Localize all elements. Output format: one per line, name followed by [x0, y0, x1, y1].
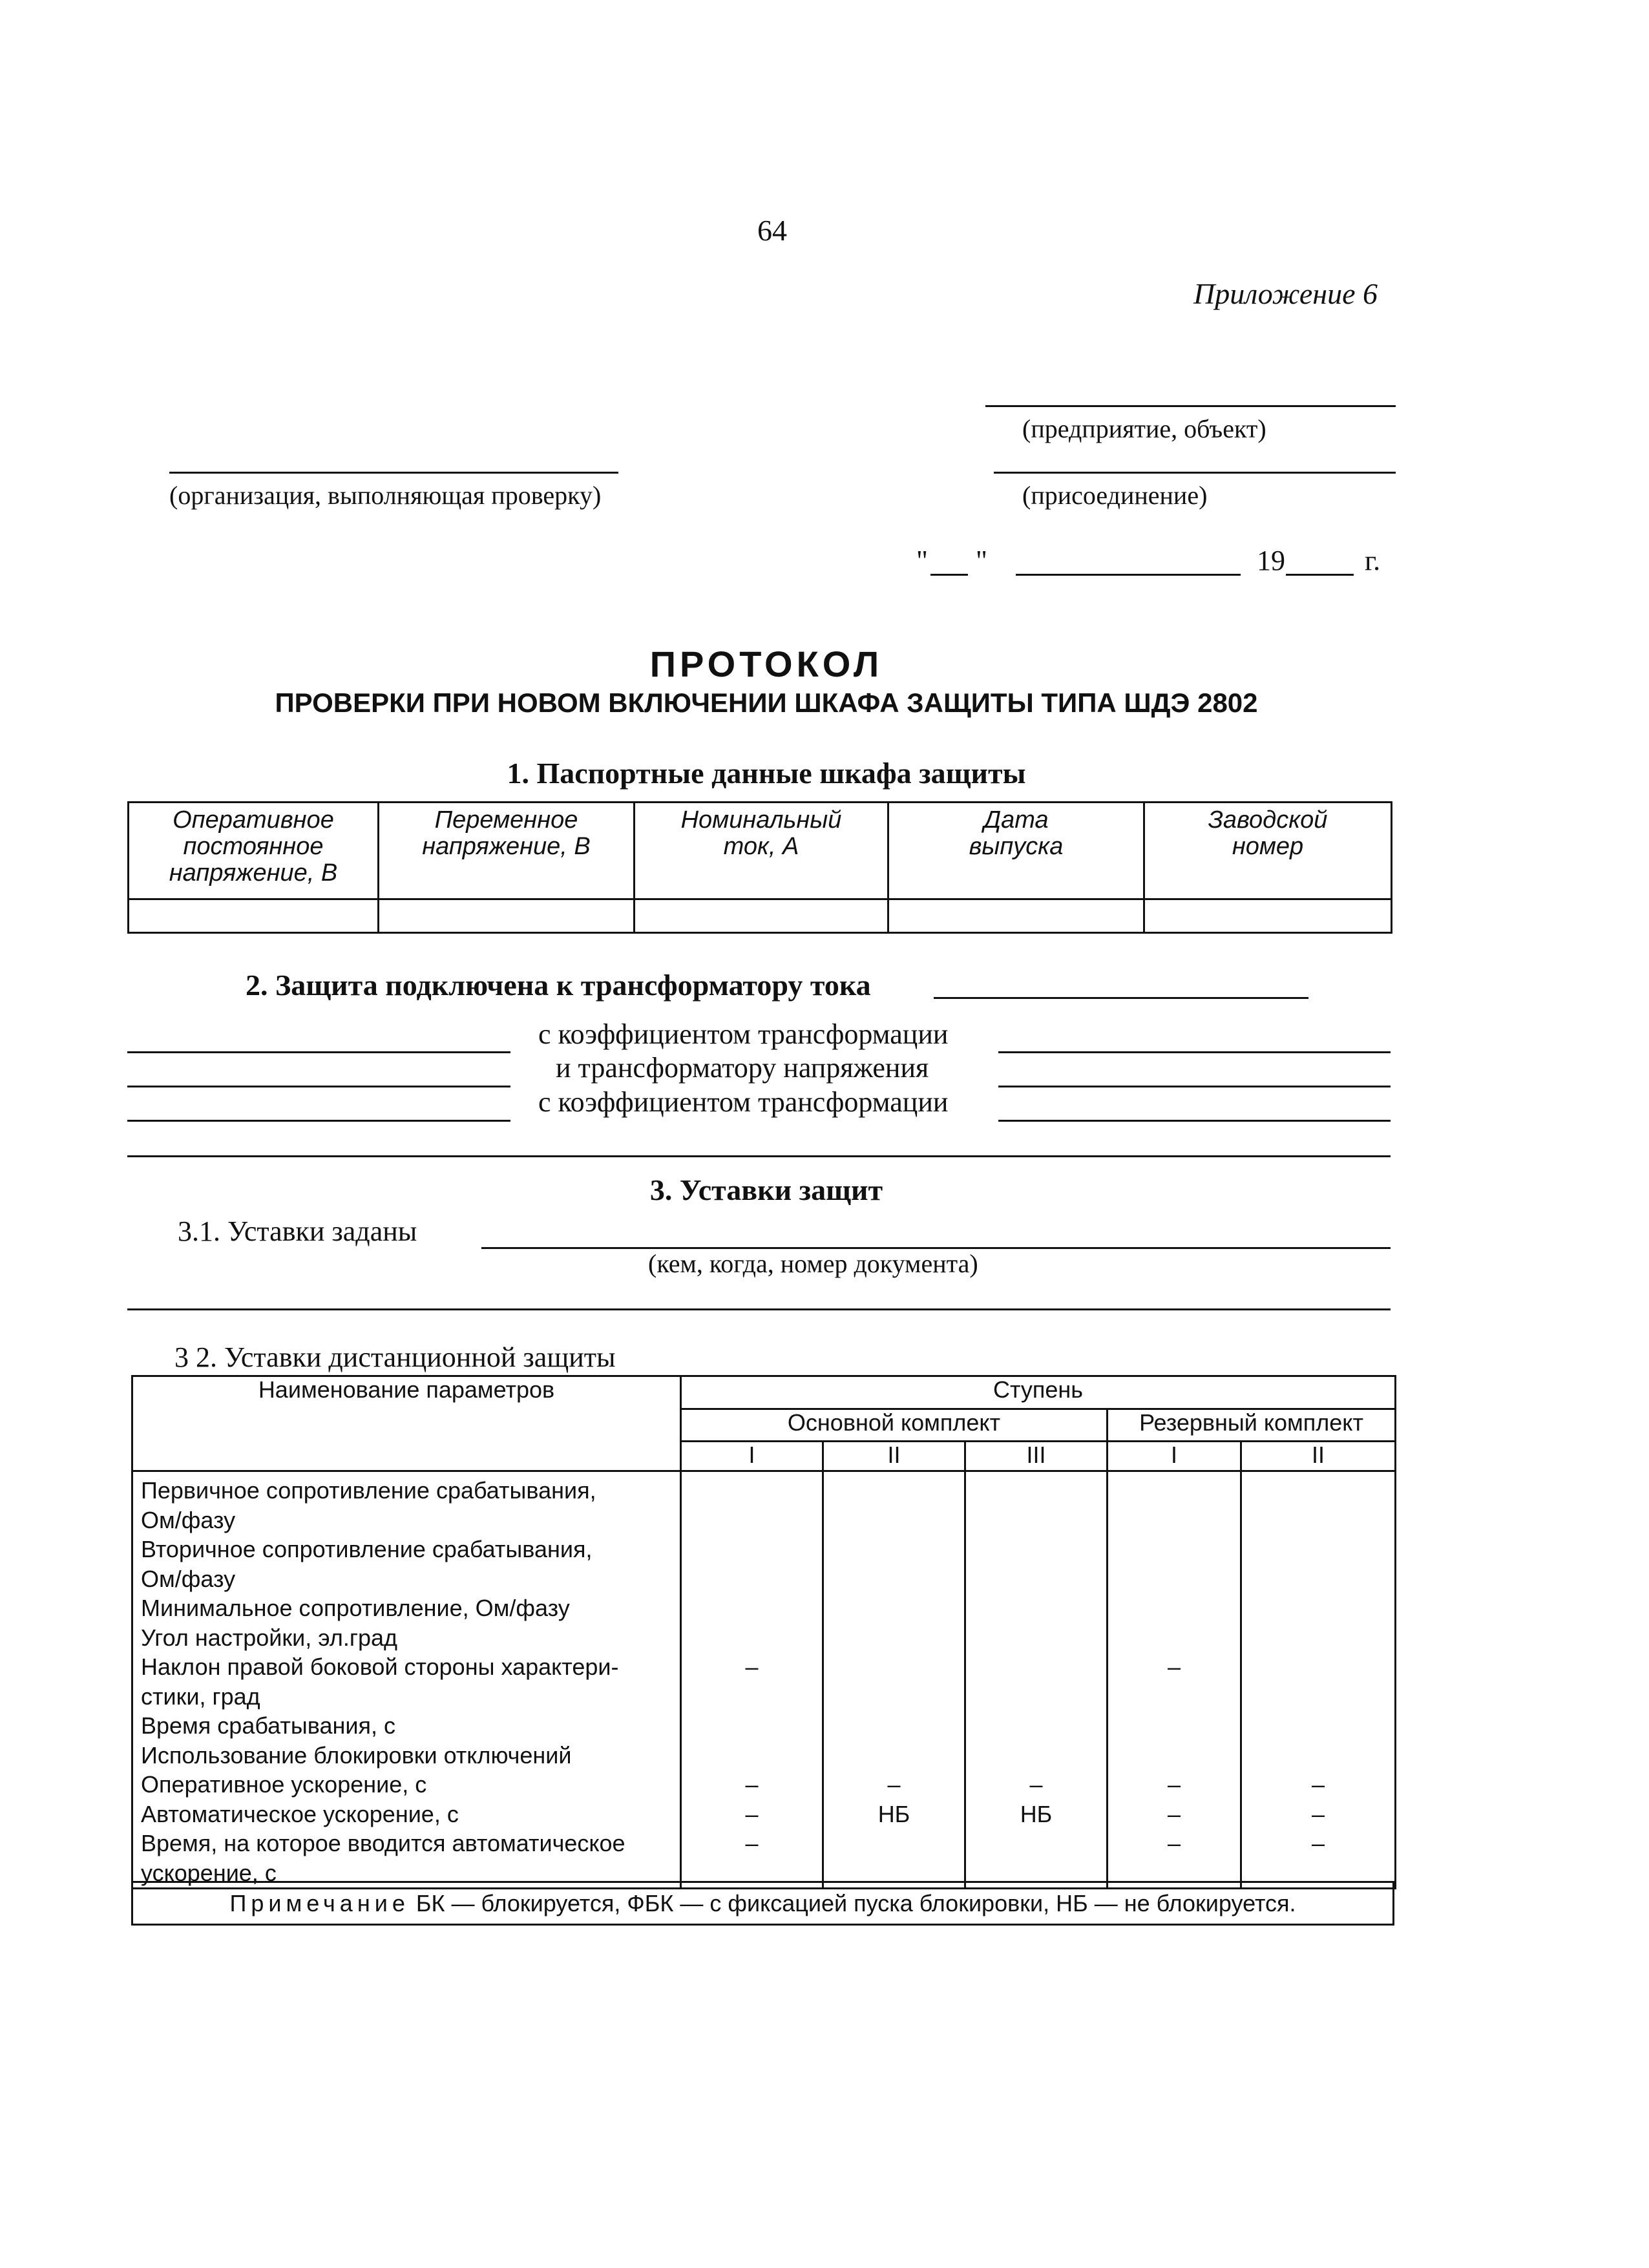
- value-cell[interactable]: [824, 1476, 964, 1506]
- header-main-stage-2: II: [823, 1442, 965, 1471]
- passport-col-release-date-line1: Дата: [983, 806, 1049, 834]
- passport-col-rated-current: [635, 803, 888, 899]
- value-cell[interactable]: [824, 1711, 964, 1741]
- value-cell[interactable]: [824, 1652, 964, 1682]
- header-param-name: Наименование параметров: [132, 1376, 681, 1471]
- value-cell[interactable]: [1108, 1476, 1240, 1506]
- value-cell[interactable]: [966, 1652, 1106, 1682]
- passport-col-dc-voltage-line2: постоянное: [183, 833, 324, 860]
- passport-col-rated-current-line1: Номинальный: [680, 806, 842, 834]
- value-cell[interactable]: [1108, 1623, 1240, 1653]
- note-text: БК — блокируется, ФБК — с фиксацией пуска блокировки, НБ — не блокируется.: [415, 1889, 1296, 1916]
- section3-heading: 3. Уставки защит: [649, 1173, 883, 1206]
- value-cell[interactable]: [824, 1593, 964, 1623]
- vt-ratio-right-line[interactable]: [998, 1120, 1391, 1122]
- passport-col-rated-current-line2: ток, А: [723, 833, 799, 860]
- connection-line[interactable]: [994, 472, 1396, 474]
- enterprise-caption: (предприятие, объект): [1022, 414, 1266, 443]
- param-min-resistance: Минимальное сопротивление, Ом/фазу: [141, 1595, 570, 1621]
- passport-col-dc-voltage-line3: напряжение, В: [169, 859, 338, 887]
- enterprise-line[interactable]: [985, 405, 1396, 407]
- vt-left-line[interactable]: [127, 1086, 510, 1087]
- date-year-line[interactable]: [1286, 574, 1354, 576]
- value-cell[interactable]: [1242, 1535, 1394, 1564]
- passport-value-release-date[interactable]: [888, 899, 1144, 933]
- value-cell[interactable]: –: [1311, 1771, 1325, 1798]
- value-cell[interactable]: –: [1029, 1771, 1043, 1798]
- value-cell[interactable]: [1108, 1711, 1240, 1741]
- header-main-stage-1: I: [681, 1442, 823, 1471]
- passport-table: [127, 801, 1392, 934]
- passport-col-ac-voltage-line1: Переменное: [434, 806, 578, 834]
- appendix-label: Приложение 6: [1193, 277, 1378, 310]
- value-cell[interactable]: –: [1167, 1654, 1181, 1680]
- vt-right-line[interactable]: [998, 1086, 1391, 1087]
- section1-heading: 1. Паспортные данные шкафа защиты: [507, 757, 1026, 790]
- value-cell[interactable]: НБ: [877, 1800, 910, 1827]
- distance-settings-table: [131, 1375, 1396, 1889]
- value-cell[interactable]: [682, 1741, 822, 1770]
- date-month-line[interactable]: [1016, 574, 1241, 576]
- passport-col-release-date: [888, 803, 1144, 899]
- value-cell[interactable]: [1108, 1741, 1240, 1770]
- vt-label: и трансформатору напряжения: [556, 1052, 929, 1084]
- value-cell[interactable]: –: [1167, 1800, 1181, 1827]
- param-side-slope-l1: Наклон правой боковой стороны характери-: [141, 1654, 619, 1680]
- connection-caption: (присоединение): [1022, 481, 1208, 510]
- item31-caption: (кем, когда, номер документа): [648, 1249, 978, 1278]
- value-cell[interactable]: [682, 1593, 822, 1623]
- value-cell[interactable]: [966, 1829, 1106, 1858]
- header-reserve-stage-2: II: [1241, 1442, 1396, 1471]
- value-cell[interactable]: [682, 1711, 822, 1741]
- passport-value-dc-voltage[interactable]: [129, 899, 379, 933]
- passport-col-serial-number-line2: номер: [1232, 833, 1304, 860]
- date-day-line[interactable]: [930, 574, 968, 576]
- date-year-prefix: 19: [1257, 545, 1285, 576]
- param-operative-acceleration: Оперативное ускорение, с: [141, 1771, 427, 1798]
- date-year-suffix: г.: [1365, 545, 1381, 576]
- organization-line[interactable]: [169, 472, 618, 474]
- value-cell[interactable]: –: [1311, 1800, 1325, 1827]
- section2-heading: 2. Защита подключена к трансформатору тока: [246, 969, 871, 1002]
- note-cell: [132, 1882, 1394, 1925]
- value-cell[interactable]: [966, 1741, 1106, 1770]
- values-main-stage-3[interactable]: [965, 1471, 1108, 1889]
- values-main-stage-1[interactable]: [681, 1471, 823, 1889]
- param-secondary-resistance-l1: Вторичное сопротивление срабатывания,: [141, 1536, 593, 1562]
- item31-label: 3.1. Уставки заданы: [178, 1215, 417, 1247]
- vt-ratio-left-line[interactable]: [127, 1120, 510, 1122]
- values-reserve-stage-2[interactable]: [1241, 1471, 1396, 1889]
- value-cell[interactable]: [824, 1623, 964, 1653]
- value-cell[interactable]: –: [887, 1771, 901, 1798]
- param-auto-acceleration-time-l2: ускорение, с: [141, 1859, 277, 1886]
- values-reserve-stage-1[interactable]: [1108, 1471, 1241, 1889]
- value-cell[interactable]: –: [1311, 1830, 1325, 1856]
- value-cell[interactable]: [1242, 1476, 1394, 1506]
- header-main-stage-3: III: [965, 1442, 1108, 1471]
- value-cell[interactable]: [682, 1535, 822, 1564]
- value-cell[interactable]: [1242, 1652, 1394, 1682]
- param-primary-resistance-l1: Первичное сопротивление срабатывания,: [141, 1477, 596, 1504]
- param-names-cell: [132, 1471, 681, 1889]
- header-main-set: Основной комплект: [681, 1409, 1108, 1442]
- passport-col-serial-number-line1: Заводской: [1208, 806, 1328, 834]
- param-blocking-use: Использование блокировки отключений: [141, 1741, 572, 1769]
- param-auto-acceleration-time-l1: Время, на которое вводится автоматическое: [141, 1830, 625, 1856]
- value-cell[interactable]: [1242, 1711, 1394, 1741]
- header-reserve-set: Резервный комплект: [1108, 1409, 1396, 1442]
- passport-col-release-date-line2: выпуска: [969, 833, 1064, 860]
- value-cell[interactable]: [966, 1623, 1106, 1653]
- param-side-slope-l2: стики, град: [141, 1683, 260, 1710]
- value-cell[interactable]: НБ: [1020, 1800, 1053, 1827]
- param-setting-angle: Угол настройки, эл.град: [141, 1624, 398, 1651]
- header-stage: Ступень: [681, 1376, 1396, 1409]
- item31-extra-line[interactable]: [127, 1308, 1391, 1310]
- param-secondary-resistance-l2: Ом/фазу: [141, 1565, 236, 1592]
- ct-type-line[interactable]: [934, 997, 1308, 999]
- value-cell[interactable]: –: [1167, 1830, 1181, 1856]
- protocol-title: ПРОТОКОЛ: [649, 644, 883, 684]
- value-cell[interactable]: [824, 1741, 964, 1770]
- header-reserve-stage-1: I: [1108, 1442, 1241, 1471]
- passport-col-dc-voltage: [129, 803, 379, 899]
- ct-ratio-label: с коэффициентом трансформации: [538, 1018, 949, 1050]
- date-close-quote: ": [976, 545, 987, 576]
- value-cell[interactable]: [966, 1711, 1106, 1741]
- passport-col-serial-number: [1144, 803, 1392, 899]
- value-cell[interactable]: –: [745, 1800, 759, 1827]
- protocol-subtitle: ПРОВЕРКИ ПРИ НОВОМ ВКЛЮЧЕНИИ ШКАФА ЗАЩИТЫ ТИПА ШДЭ 2802: [275, 688, 1258, 718]
- page-number: 64: [757, 214, 787, 247]
- item32-label: 3 2. Уставки дистанционной защиты: [174, 1341, 616, 1373]
- passport-value-rated-current[interactable]: [635, 899, 888, 933]
- value-cell[interactable]: [1108, 1593, 1240, 1623]
- values-main-stage-2[interactable]: [823, 1471, 965, 1889]
- value-cell[interactable]: [1242, 1741, 1394, 1770]
- passport-value-ac-voltage[interactable]: [379, 899, 635, 933]
- value-cell[interactable]: –: [1167, 1771, 1181, 1798]
- value-cell[interactable]: [966, 1476, 1106, 1506]
- value-cell[interactable]: [682, 1476, 822, 1506]
- passport-col-ac-voltage: [379, 803, 635, 899]
- param-primary-resistance-l2: Ом/фазу: [141, 1506, 236, 1533]
- vt-ratio-label: с коэффициентом трансформации: [538, 1086, 949, 1118]
- date-open-quote: ": [916, 545, 928, 576]
- value-cell[interactable]: –: [745, 1830, 759, 1856]
- passport-value-serial-number[interactable]: [1144, 899, 1392, 933]
- organization-caption: (организация, выполняющая проверку): [169, 481, 602, 510]
- section2-extra-line[interactable]: [127, 1155, 1391, 1157]
- note-table: [131, 1881, 1394, 1926]
- value-cell[interactable]: [824, 1535, 964, 1564]
- value-cell[interactable]: [824, 1829, 964, 1858]
- value-cell[interactable]: [966, 1535, 1106, 1564]
- note-label: Примечание: [229, 1889, 410, 1916]
- value-cell[interactable]: [966, 1593, 1106, 1623]
- value-cell[interactable]: –: [745, 1771, 759, 1798]
- value-cell[interactable]: [682, 1623, 822, 1653]
- passport-col-ac-voltage-line2: напряжение, В: [422, 833, 591, 860]
- ct-ratio-left-line[interactable]: [127, 1051, 510, 1053]
- passport-col-dc-voltage-line1: Оперативное: [173, 806, 334, 834]
- param-operate-time: Время срабатывания, с: [141, 1712, 395, 1739]
- value-cell[interactable]: [1108, 1535, 1240, 1564]
- ct-ratio-right-line[interactable]: [998, 1051, 1391, 1053]
- value-cell[interactable]: [1242, 1593, 1394, 1623]
- value-cell[interactable]: [1242, 1623, 1394, 1653]
- value-cell[interactable]: –: [745, 1654, 759, 1680]
- param-auto-acceleration: Автоматическое ускорение, с: [141, 1800, 459, 1827]
